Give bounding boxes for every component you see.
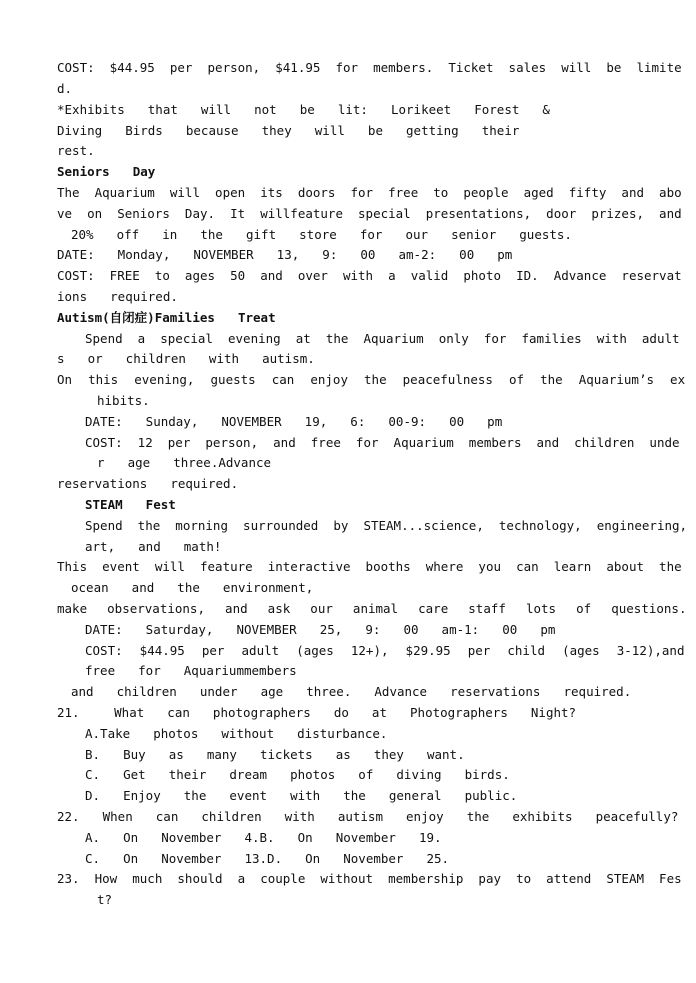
question-21: 21. What can photographers do at Photographers Night? bbox=[57, 705, 577, 720]
exhibits-note-end: rest. bbox=[57, 143, 95, 158]
exhibits-note: *Exhibits that will not be lit: Lorikeet Forest & bbox=[57, 102, 550, 117]
paragraph-line: The Aquarium will open its doors for free to people aged fifty and abo bbox=[57, 185, 682, 200]
cost-line-photographers: COST: $44.95 per person, $41.95 for members. Ticket sales will be limite bbox=[57, 60, 682, 75]
date-line-seniors: DATE: Monday, NOVEMBER 13, 9: 00 am-2: 00 pm bbox=[57, 247, 513, 262]
paragraph-line: art, and math! bbox=[85, 539, 222, 554]
options-22-a-b: A. On November 4.B. On November 19. bbox=[85, 830, 442, 845]
options-22-c-d: C. On November 13.D. On November 25. bbox=[85, 851, 450, 866]
cost-line-autism: COST: 12 per person, and free for Aquarium members and children unde bbox=[85, 435, 680, 450]
paragraph-line: Spend the morning surrounded by STEAM...science, technology, engineering, bbox=[85, 518, 688, 533]
cost-line-continued: d. bbox=[57, 81, 73, 96]
question-23-continued: t? bbox=[97, 892, 113, 907]
section-heading-autism-families: Autism(自闭症)Families Treat bbox=[57, 310, 276, 325]
cost-line-seniors: COST: FREE to ages 50 and over with a valid photo ID. Advance reservat bbox=[57, 268, 682, 283]
section-heading-steam-fest: STEAM Fest bbox=[85, 497, 176, 512]
exhibits-note-continued: Diving Birds because they will be getting their bbox=[57, 123, 520, 138]
option-21-c: C. Get their dream photos of diving birds. bbox=[85, 767, 510, 782]
paragraph-line: make observations, and ask our animal care staff lots of questions. bbox=[57, 601, 687, 616]
date-line-autism: DATE: Sunday, NOVEMBER 19, 6: 00-9: 00 pm bbox=[85, 414, 503, 429]
cost-line-autism-continued: r age three.Advance bbox=[97, 455, 272, 470]
cost-line-steam: COST: $44.95 per adult (ages 12+), $29.95 per child (ages 3-12),and bbox=[85, 643, 685, 658]
cost-line-steam-end: and children under age three. Advance reservations required. bbox=[71, 684, 632, 699]
paragraph-line: s or children with autism. bbox=[57, 351, 315, 366]
option-21-a: A.Take photos without disturbance. bbox=[85, 726, 388, 741]
cost-line-seniors-continued: ions required. bbox=[57, 289, 178, 304]
paragraph-line: ocean and the environment, bbox=[71, 580, 314, 595]
paragraph-line: ve on Seniors Day. It willfeature special presentations, door prizes, and bbox=[57, 206, 682, 221]
paragraph-line: On this evening, guests can enjoy the peacefulness of the Aquarium’s ex bbox=[57, 372, 686, 387]
cost-line-autism-end: reservations required. bbox=[57, 476, 239, 491]
paragraph-line: 20% off in the gift store for our senior guests. bbox=[71, 227, 572, 242]
option-21-d: D. Enjoy the event with the general public. bbox=[85, 788, 518, 803]
paragraph-line: Spend a special evening at the Aquarium only for families with adult bbox=[85, 331, 680, 346]
paragraph-line: hibits. bbox=[97, 393, 150, 408]
option-21-b: B. Buy as many tickets as they want. bbox=[85, 747, 465, 762]
question-22: 22. When can children with autism enjoy the exhibits peacefully? bbox=[57, 809, 679, 824]
paragraph-line: This event will feature interactive booths where you can learn about the bbox=[57, 559, 682, 574]
cost-line-steam-continued: free for Aquariummembers bbox=[85, 663, 297, 678]
section-heading-seniors-day: Seniors Day bbox=[57, 164, 156, 179]
date-line-steam: DATE: Saturday, NOVEMBER 25, 9: 00 am-1: 00 pm bbox=[85, 622, 556, 637]
question-23: 23. How much should a couple without membership pay to attend STEAM Fes bbox=[57, 871, 682, 886]
